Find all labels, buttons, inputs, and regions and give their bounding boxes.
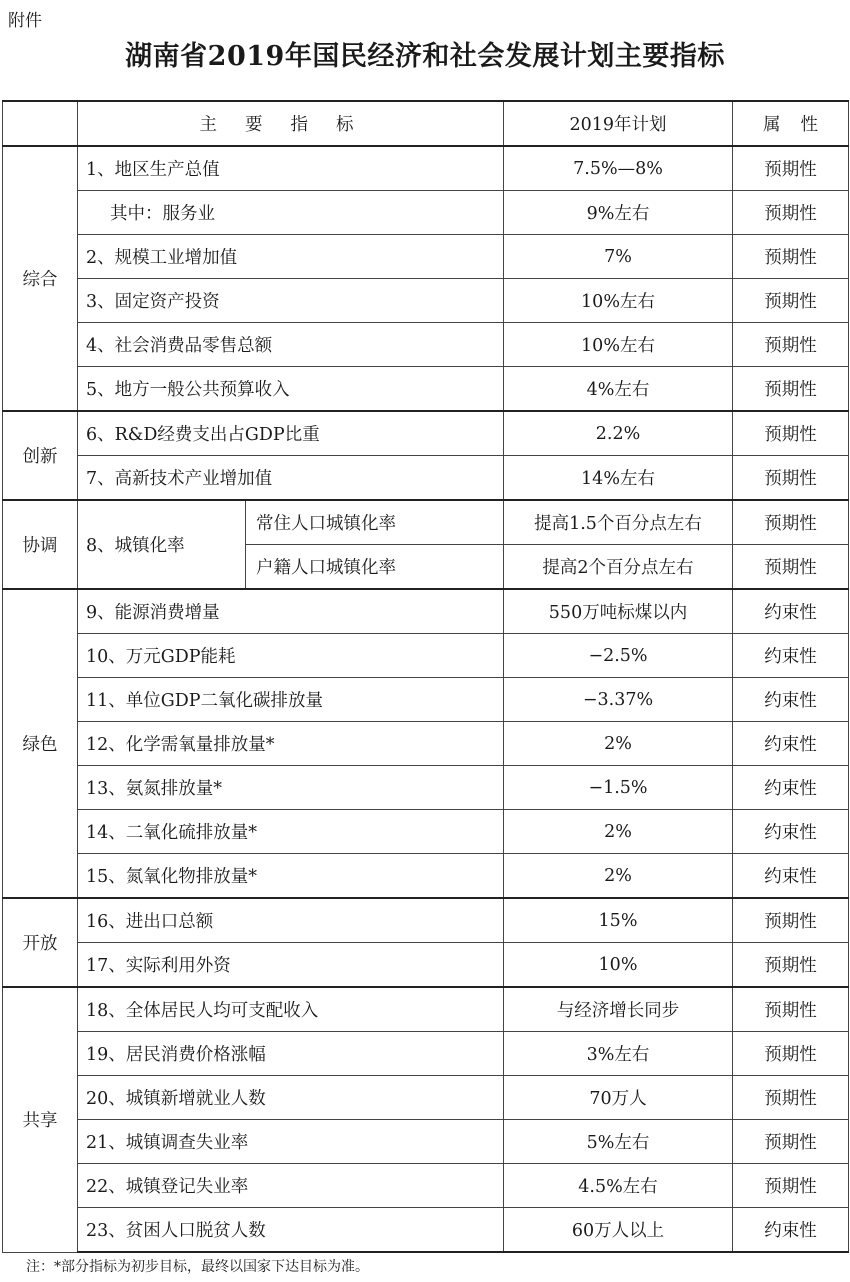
plan-cell: 60万人以上: [504, 1208, 733, 1253]
attribute-cell: 预期性: [733, 367, 849, 412]
indicator-cell: 16、进出口总额: [78, 898, 504, 943]
attribute-cell: 预期性: [733, 943, 849, 988]
attribute-cell: 预期性: [733, 235, 849, 279]
attribute-cell: 预期性: [733, 545, 849, 590]
category-cell: 绿色: [3, 589, 78, 898]
attribute-cell: 预期性: [733, 279, 849, 323]
attribute-cell: 预期性: [733, 323, 849, 367]
indicator-cell: 14、二氧化硫排放量*: [78, 810, 504, 854]
plan-cell: 2%: [504, 722, 733, 766]
table-row: [3, 1164, 849, 1208]
attribute-cell: 预期性: [733, 411, 849, 456]
table-row: [3, 1208, 849, 1253]
attribute-cell: 预期性: [733, 898, 849, 943]
plan-cell: 2%: [504, 810, 733, 854]
plan-cell: 提高2个百分点左右: [504, 545, 733, 590]
table-row: [3, 367, 849, 412]
header-indicator: 主要指标: [78, 101, 504, 146]
table-row: [3, 589, 849, 634]
sub-indicator-cell: 户籍人口城镇化率: [246, 545, 504, 590]
plan-cell: 7%: [504, 235, 733, 279]
indicator-cell: 18、全体居民人均可支配收入: [78, 987, 504, 1032]
indicator-cell: 11、单位GDP二氧化碳排放量: [78, 678, 504, 722]
plan-cell: 提高1.5个百分点左右: [504, 500, 733, 545]
footnote: 注：*部分指标为初步目标，最终以国家下达目标为准。: [26, 1259, 369, 1275]
table-row: [3, 854, 849, 899]
header-plan: 2019年计划: [504, 101, 733, 146]
plan-cell: 5%左右: [504, 1120, 733, 1164]
indicator-cell: 5、地方一般公共预算收入: [78, 367, 504, 412]
attribute-cell: 预期性: [733, 1164, 849, 1208]
plan-cell: 70万人: [504, 1076, 733, 1120]
plan-cell: 与经济增长同步: [504, 987, 733, 1032]
indicator-cell: 20、城镇新增就业人数: [78, 1076, 504, 1120]
plan-cell: 4%左右: [504, 367, 733, 412]
attribute-cell: 约束性: [733, 810, 849, 854]
plan-cell: 10%左右: [504, 323, 733, 367]
attribute-cell: 预期性: [733, 1032, 849, 1076]
table-row: [3, 279, 849, 323]
indicator-cell: 15、氮氧化物排放量*: [78, 854, 504, 899]
category-cell: 协调: [3, 500, 78, 589]
plan-cell: 3%左右: [504, 1032, 733, 1076]
indicator-cell: 21、城镇调查失业率: [78, 1120, 504, 1164]
indicator-cell: 17、实际利用外资: [78, 943, 504, 988]
plan-cell: 10%: [504, 943, 733, 988]
plan-cell: 2.2%: [504, 411, 733, 456]
table-row: [3, 943, 849, 988]
plan-cell: 4.5%左右: [504, 1164, 733, 1208]
table-row: [3, 634, 849, 678]
attribute-cell: 约束性: [733, 854, 849, 899]
indicator-cell: 12、化学需氧量排放量*: [78, 722, 504, 766]
table-header-row: [3, 101, 849, 146]
attachment-label: 附件: [8, 11, 42, 31]
table-row: [3, 722, 849, 766]
plan-cell: 7.5%—8%: [504, 146, 733, 191]
header-category: [3, 101, 78, 146]
indicator-cell: 19、居民消费价格涨幅: [78, 1032, 504, 1076]
indicator-cell: 4、社会消费品零售总额: [78, 323, 504, 367]
attribute-cell: 预期性: [733, 1120, 849, 1164]
attribute-cell: 约束性: [733, 722, 849, 766]
category-cell: 创新: [3, 411, 78, 500]
plan-cell: 10%左右: [504, 279, 733, 323]
attribute-cell: 预期性: [733, 456, 849, 501]
plan-cell: 550万吨标煤以内: [504, 589, 733, 634]
table-row: [3, 191, 849, 235]
category-cell: 共享: [3, 987, 78, 1252]
indicator-cell: 10、万元GDP能耗: [78, 634, 504, 678]
table-row: [3, 1120, 849, 1164]
table-row: [3, 810, 849, 854]
indicators-table: [2, 100, 849, 1253]
attribute-cell: 预期性: [733, 500, 849, 545]
indicator-cell: 9、能源消费增量: [78, 589, 504, 634]
plan-cell: −2.5%: [504, 634, 733, 678]
indicator-cell: 6、R&D经费支出占GDP比重: [78, 411, 504, 456]
table-row: [3, 456, 849, 501]
category-cell: 综合: [3, 146, 78, 411]
plan-cell: 2%: [504, 854, 733, 899]
table-row: [3, 411, 849, 456]
attribute-cell: 约束性: [733, 1208, 849, 1253]
table-row: [3, 1032, 849, 1076]
plan-cell: −3.37%: [504, 678, 733, 722]
indicator-cell: 1、地区生产总值: [78, 146, 504, 191]
indicator-cell: 其中：服务业: [78, 191, 504, 235]
indicator-cell: 7、高新技术产业增加值: [78, 456, 504, 501]
plan-cell: 15%: [504, 898, 733, 943]
indicator-cell: 8、城镇化率: [78, 500, 246, 589]
attribute-cell: 约束性: [733, 678, 849, 722]
indicator-cell: 23、贫困人口脱贫人数: [78, 1208, 504, 1253]
table-row: [3, 146, 849, 191]
attribute-cell: 约束性: [733, 589, 849, 634]
table-row: [3, 678, 849, 722]
plan-cell: 9%左右: [504, 191, 733, 235]
header-attribute: 属性: [733, 101, 849, 146]
attribute-cell: 预期性: [733, 1076, 849, 1120]
indicator-cell: 3、固定资产投资: [78, 279, 504, 323]
table-row: [3, 235, 849, 279]
indicator-cell: 13、氨氮排放量*: [78, 766, 504, 810]
attribute-cell: 预期性: [733, 987, 849, 1032]
page-title: 湖南省2019年国民经济和社会发展计划主要指标: [125, 41, 725, 72]
attribute-cell: 预期性: [733, 191, 849, 235]
indicator-cell: 2、规模工业增加值: [78, 235, 504, 279]
table-row: [3, 766, 849, 810]
table-row: [3, 1076, 849, 1120]
sub-indicator-cell: 常住人口城镇化率: [246, 500, 504, 545]
table-row: [3, 898, 849, 943]
category-cell: 开放: [3, 898, 78, 987]
plan-cell: −1.5%: [504, 766, 733, 810]
attribute-cell: 约束性: [733, 766, 849, 810]
attribute-cell: 约束性: [733, 634, 849, 678]
table-row: [3, 500, 849, 545]
plan-cell: 14%左右: [504, 456, 733, 501]
indicator-cell: 22、城镇登记失业率: [78, 1164, 504, 1208]
attribute-cell: 预期性: [733, 146, 849, 191]
table-row: [3, 323, 849, 367]
table-row: [3, 987, 849, 1032]
